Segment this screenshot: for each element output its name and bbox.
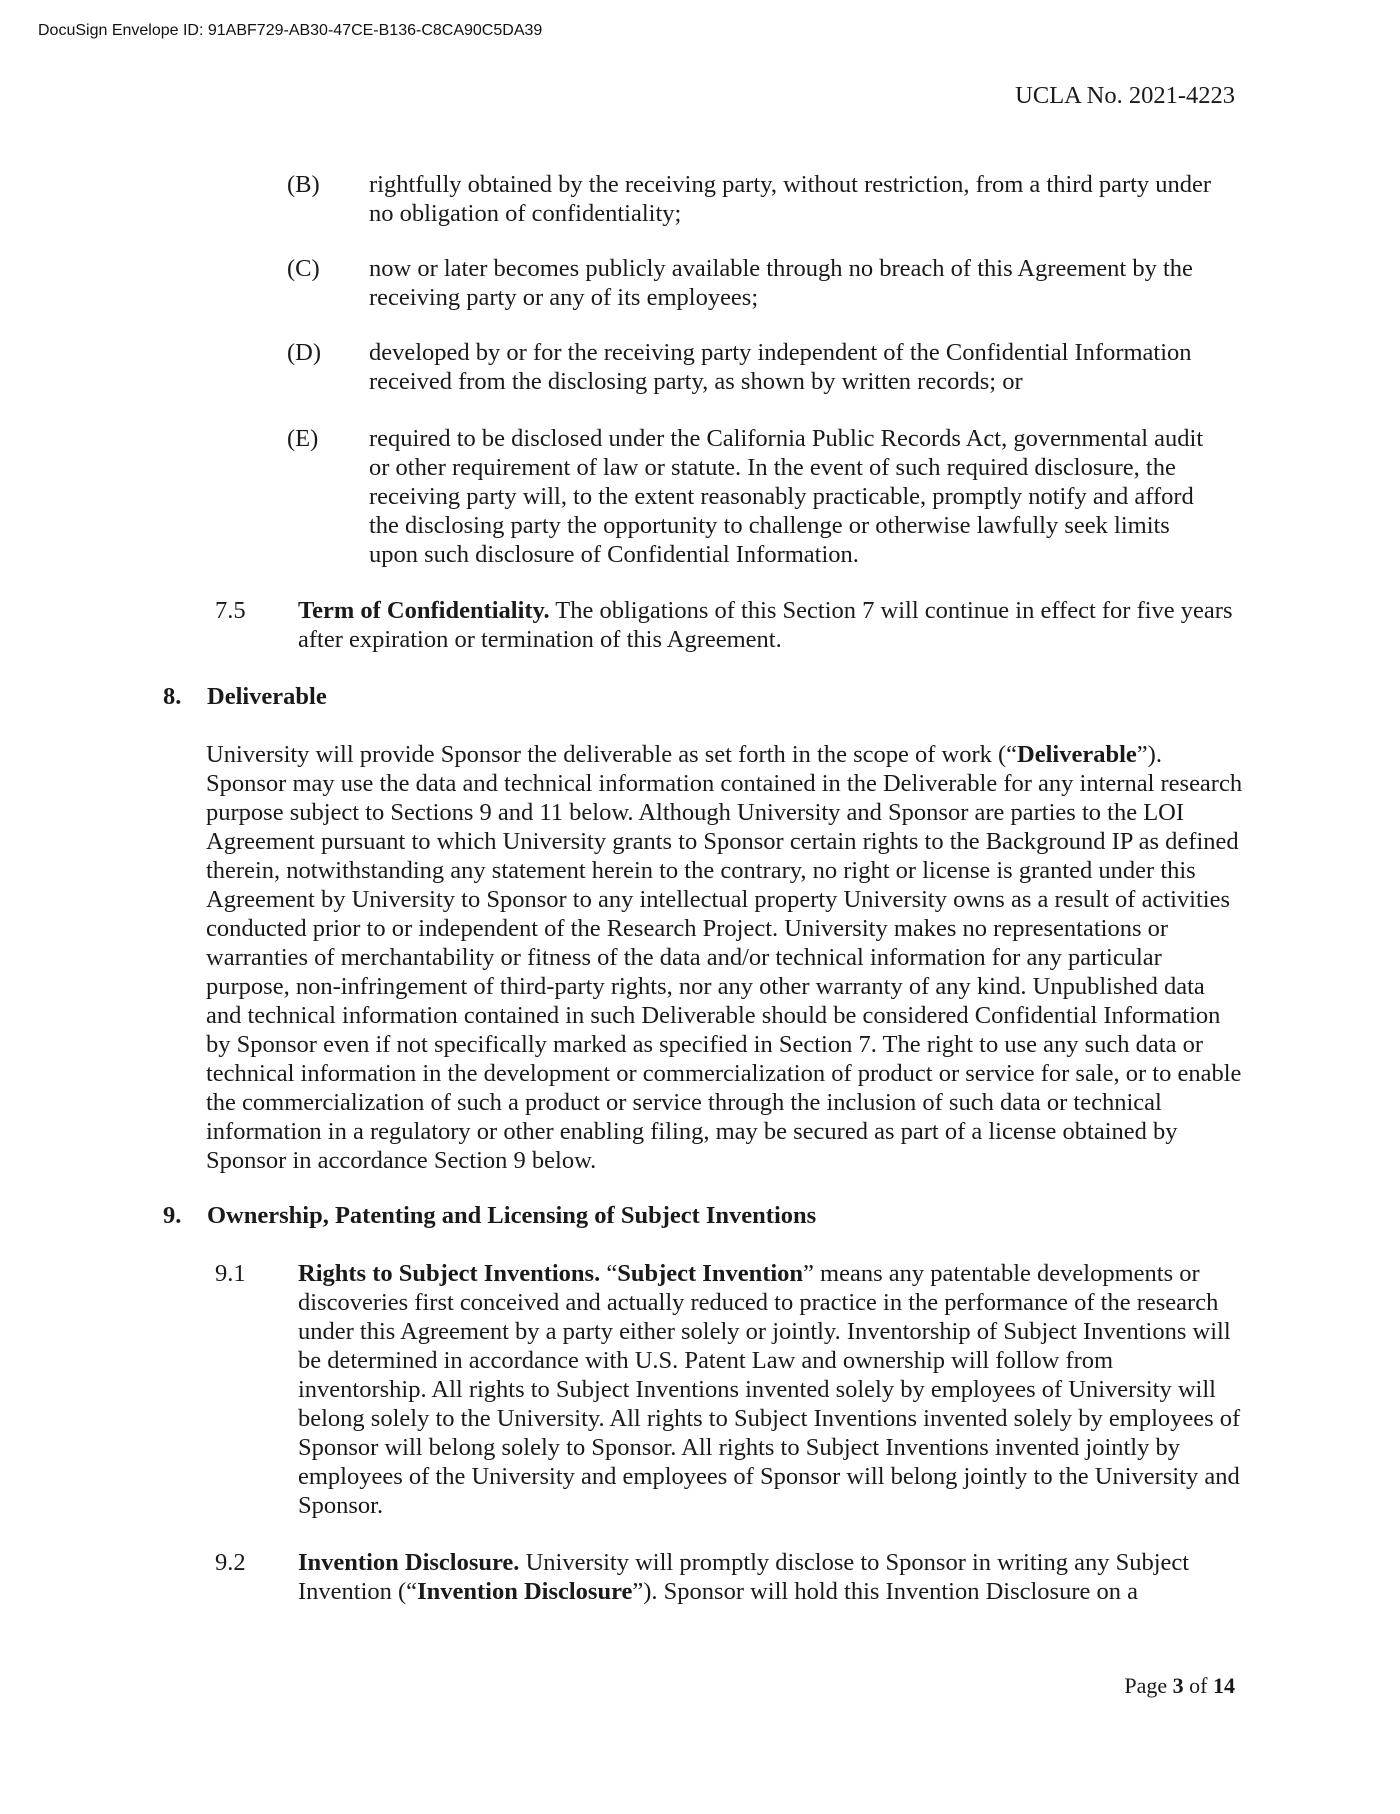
section-heading: Term of Confidentiality.	[298, 597, 550, 624]
ucla-number: UCLA No. 2021-4223	[1015, 82, 1235, 109]
defined-term: Deliverable	[1017, 741, 1137, 768]
section-8-paragraph: University will provide Sponsor the deliverable as set forth in the scope of work (“Deliverable”). Sponsor may use the data and technical information contained in the Deliverable for any internal research purpose subject to Sections 9 and 11 below. Although University and Sponsor are parties to the LOI Agreement pursuant to which University grants to Sponsor certain rights to the Background IP as defined therein, notwithstanding any statement herein to the contrary, no right or license is granted under this Agreement by University to Sponsor to any intellectual property University owns as a result of activities conducted prior to or independent of the Research Project. University makes no representations or warranties of merchantability or fitness of the data and/or technical information for any particular purpose, non-infringement of third-party rights, nor any other warranty of any kind. Unpublished data and technical information contained in such Deliverable should be considered Confidential Information by Sponsor even if not specifically marked as specified in Section 7. The right to use any such data or technical information in the development or commercialization of product or service for sale, or to enable the commercialization of such a product or service through the inclusion of such data or technical information in a regulatory or other enabling filing, may be secured as part of a license obtained by Sponsor in accordance Section 9 below.	[206, 741, 1243, 1174]
section-heading: Rights to Subject Inventions.	[298, 1260, 601, 1287]
section-number: 9.1	[215, 1260, 246, 1287]
clause-text: now or later becomes publicly available through no breach of this Agreement by the receiving party or any of its employees;	[369, 255, 1193, 311]
section-8-heading: 8. Deliverable	[163, 683, 327, 710]
clause-text: developed by or for the receiving party independent of the Confidential Information received from the disclosing party, as shown by written records; or	[369, 339, 1192, 395]
section-text: Invention Disclosure. University will promptly disclose to Sponsor in writing any Subject Invention (“Invention Disclosure”). Sponsor will hold this Invention Disclosure on a	[298, 1549, 1190, 1605]
section-text: Term of Confidentiality. The obligations of this Section 7 will continue in effect for five years after expiration or termination of this Agreement.	[298, 597, 1233, 653]
section-number: 9.2	[215, 1549, 246, 1576]
section-heading: Invention Disclosure.	[298, 1549, 520, 1576]
section-title: Ownership, Patenting and Licensing of Subject Inventions	[207, 1202, 817, 1229]
section-number: 7.5	[215, 597, 246, 624]
defined-term: Subject Invention	[617, 1260, 804, 1287]
page-number: Page 3 of 14	[1124, 1673, 1235, 1698]
clause-label: (C)	[287, 255, 320, 282]
section-9-heading: 9. Ownership, Patenting and Licensing of Subject Inventions	[163, 1202, 817, 1229]
clause-label: (D)	[287, 339, 322, 366]
section-title: Deliverable	[207, 683, 327, 710]
clause-text: rightfully obtained by the receiving party, without restriction, from a third party under no obligation of confidentiality;	[369, 171, 1212, 227]
docusign-envelope-id: DocuSign Envelope ID: 91ABF729-AB30-47CE-B136-C8CA90C5DA39	[38, 22, 543, 39]
clause-label: (E)	[287, 425, 319, 452]
defined-term: Invention Disclosure	[417, 1578, 633, 1605]
section-text: Rights to Subject Inventions. “Subject Invention” means any patentable developments or discoveries first conceived and actually reduced to practice in the performance of the research under this Agreement by a party either solely or jointly. Inventorship of Subject Inventions will be determined in accordance with U.S. Patent Law and ownership will follow from inventorship. All rights to Subject Inventions invented solely by employees of University will belong solely to the University. All rights to Subject Inventions invented solely by employees of Sponsor will belong solely to Sponsor. All rights to Subject Inventions invented jointly by employees of the University and employees of Sponsor will belong jointly to the University and Sponsor.	[298, 1260, 1241, 1519]
clause-label: (B)	[287, 171, 320, 198]
clause-text: required to be disclosed under the California Public Records Act, governmental audit or other requirement of law or statute. In the event of such required disclosure, the receiving party will, to the extent reasonably practicable, promptly notify and afford the disclosing party the opportunity to challenge or otherwise lawfully seek limits upon such disclosure of Confidential Information.	[369, 425, 1204, 568]
